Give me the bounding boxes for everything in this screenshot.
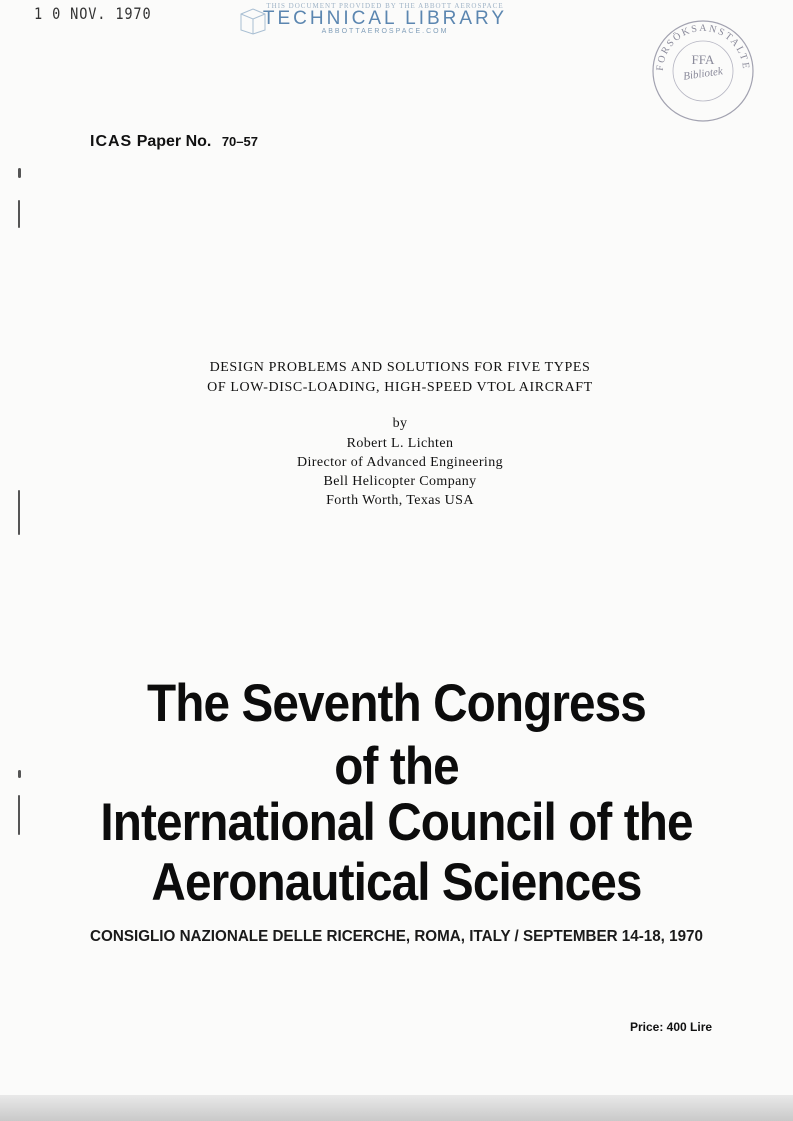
margin-mark	[18, 795, 20, 835]
paper-label: Paper No.	[136, 133, 212, 150]
author-company: Bell Helicopter Company	[323, 474, 477, 489]
banner-provided-text: THIS DOCUMENT PROVIDED BY THE ABBOTT AEROSPACE	[266, 2, 504, 10]
paper-number	[90, 133, 258, 151]
congress-line-4: Aeronautical Sciences	[151, 853, 642, 912]
congress-line-3: International Council of the	[100, 793, 693, 852]
paper-title-line-1: DESIGN PROBLEMS AND SOLUTIONS FOR FIVE TYPES	[209, 360, 591, 375]
congress-line-1: The Seventh Congress	[147, 674, 646, 733]
margin-mark	[18, 770, 21, 778]
author-position: Director of Advanced Engineering	[296, 455, 503, 470]
paper-number-value: 70–57	[221, 134, 258, 149]
technical-library-banner	[230, 2, 540, 40]
scan-edge-shadow	[0, 1095, 793, 1121]
date-stamp: 1 0 NOV. 1970	[34, 4, 152, 23]
library-stamp	[648, 16, 758, 126]
paper-title-line-2: OF LOW-DISC-LOADING, HIGH-SPEED VTOL AIRCRAFT	[207, 380, 593, 395]
author-name: Robert L. Lichten	[346, 436, 454, 451]
stamp-center-bottom: Bibliotek	[682, 65, 724, 83]
library-logo-icon	[238, 6, 268, 36]
banner-site: ABBOTTAEROSPACE.COM	[321, 28, 449, 35]
congress-line-2: of the	[334, 737, 459, 796]
banner-title: TECHNICAL LIBRARY	[262, 8, 508, 29]
stamp-ring-text: FORSÖKSANSTALTE	[654, 22, 752, 72]
paper-series: ICAS	[90, 133, 133, 150]
price-label: Price: 400 Lire	[630, 1020, 713, 1034]
author-location: Forth Worth, Texas USA	[326, 493, 474, 508]
margin-mark	[18, 490, 20, 535]
author-by: by	[392, 416, 408, 431]
margin-mark	[18, 168, 21, 178]
stamp-center-top: FFA	[691, 52, 715, 67]
margin-mark	[18, 200, 20, 228]
venue-line: CONSIGLIO NAZIONALE DELLE RICERCHE, ROMA, ITALY / SEPTEMBER 14-18, 1970	[90, 928, 703, 945]
